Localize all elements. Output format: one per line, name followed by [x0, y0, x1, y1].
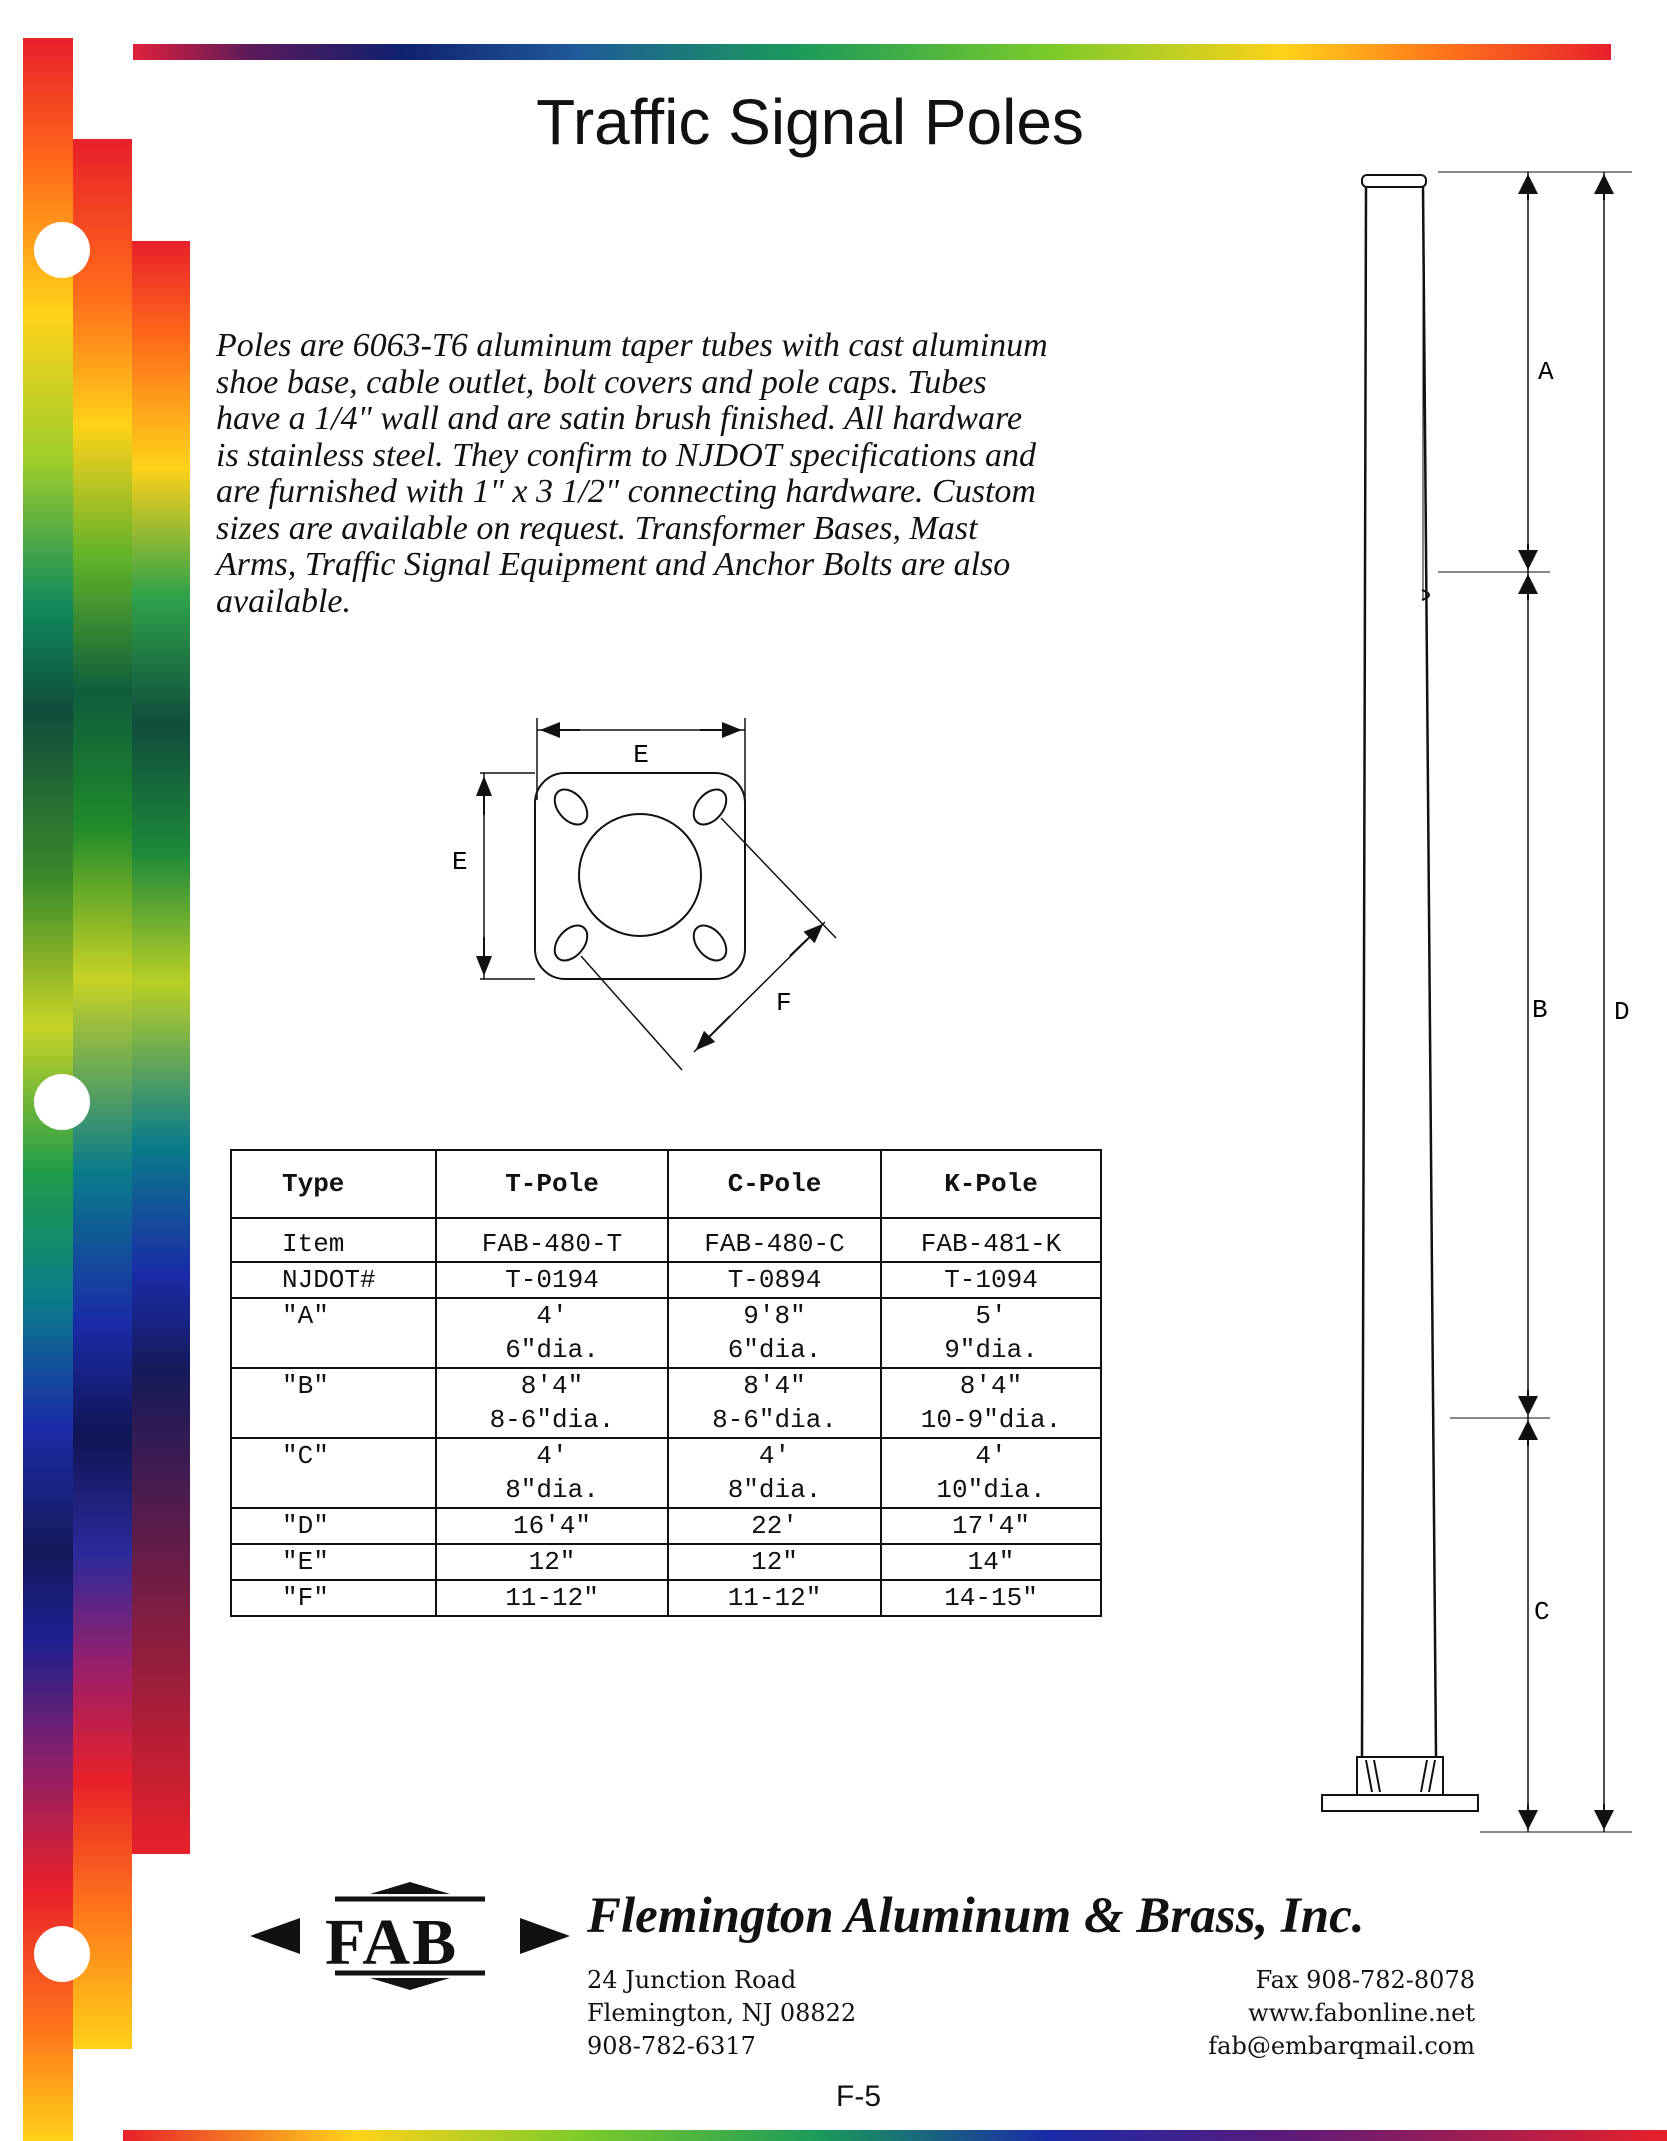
cell-text: 9'8" [743, 1301, 806, 1331]
description-line: sizes are available on request. Transformer Bases, Mast [216, 509, 978, 547]
cell-text: NJDOT# [282, 1265, 376, 1295]
pole-elevation-diagram [1310, 160, 1640, 1850]
logo-right-arrow-icon [520, 1918, 570, 1954]
k-pole-cell [881, 1218, 1101, 1262]
binder-hole-middle [34, 1074, 90, 1130]
row-label-cell [231, 1218, 436, 1262]
c-pole-cell [668, 1580, 881, 1616]
cell-text: 8-6"dia. [489, 1405, 615, 1435]
k-pole-cell [881, 1544, 1101, 1580]
header-t-pole: T-Pole [436, 1150, 668, 1218]
dimension-b-label: B [1532, 995, 1548, 1025]
t-pole-cell [436, 1298, 668, 1368]
cell-text: 8"dia. [505, 1475, 599, 1505]
dimension-c-label: C [1534, 1597, 1550, 1627]
description-line: have a 1/4" wall and are satin brush finished. All hardware [216, 400, 1023, 437]
k-pole-cell [881, 1368, 1101, 1438]
cell-text: 4' [758, 1441, 791, 1471]
logo-left-arrow-icon [250, 1918, 300, 1954]
dimension-e-side-label: E [452, 847, 468, 877]
cell-text: 12" [751, 1547, 798, 1577]
t-pole-cell [436, 1508, 668, 1544]
cell-text: "B" [282, 1371, 329, 1401]
cell-text: "D" [282, 1511, 329, 1541]
cell-text: 14" [967, 1547, 1015, 1577]
cell-text: 4' [536, 1301, 568, 1331]
cell-text: 12" [528, 1547, 576, 1577]
table-row [231, 1218, 1101, 1262]
cell-text: "E" [282, 1547, 329, 1577]
t-pole-cell [436, 1368, 668, 1438]
description-line: shoe base, cable outlet, bolt covers and pole caps. Tubes [216, 363, 987, 401]
phone-number: 908-782-6317 [587, 2032, 756, 2060]
cell-text: 6"dia. [505, 1335, 599, 1365]
c-pole-cell [668, 1218, 881, 1262]
t-pole-cell [436, 1580, 668, 1616]
cell-text: FAB-480-T [481, 1229, 623, 1259]
c-pole-cell [668, 1368, 881, 1438]
cell-text: Item [282, 1229, 345, 1259]
dimension-f-label: F [776, 988, 792, 1018]
table-row [231, 1368, 1101, 1438]
company-contact [1208, 1964, 1475, 2063]
table-row [231, 1262, 1101, 1298]
c-pole-cell [668, 1508, 881, 1544]
t-pole-cell [436, 1544, 668, 1580]
bottom-rainbow-bar [123, 2130, 1667, 2141]
cell-text: 8'4" [959, 1371, 1023, 1401]
cell-text: 8"dia. [727, 1475, 822, 1505]
cell-text [282, 1333, 435, 1367]
c-pole-cell [668, 1262, 881, 1298]
row-label-cell [231, 1544, 436, 1580]
description-line: are furnished with 1" x 3 1/2" connecting hardware. Custom [216, 473, 1036, 510]
description-line: Poles are 6063-T6 aluminum taper tubes with cast aluminum [216, 327, 1048, 364]
page-title: Traffic Signal Poles [536, 86, 1084, 158]
description-line: available. [216, 582, 352, 620]
cell-text: 22' [751, 1511, 798, 1541]
table-row [231, 1298, 1101, 1368]
cell-text [282, 1473, 435, 1507]
c-pole-cell [668, 1544, 881, 1580]
base-plate-diagram [440, 700, 860, 1080]
cell-text: 8'4" [520, 1371, 584, 1401]
cell-text: 9"dia. [944, 1335, 1038, 1365]
left-rainbow-stripe-3 [132, 241, 190, 1854]
cell-text: "A" [282, 1301, 329, 1331]
c-pole-cell [668, 1438, 881, 1508]
description-line: is stainless steel. They confirm to NJDOT specifications and [216, 436, 1037, 474]
cell-text: 10"dia. [936, 1475, 1046, 1505]
address-line: Flemington, NJ 08822 [587, 1999, 857, 2027]
logo-text: FAB [325, 1906, 459, 1979]
binder-hole-bottom [34, 1926, 90, 1982]
k-pole-cell [881, 1508, 1101, 1544]
company-name: Flemington Aluminum & Brass, Inc. [587, 1888, 1365, 1944]
description-line: Arms, Traffic Signal Equipment and Anchor Bolts are also [216, 546, 1011, 583]
website-link[interactable]: www.fabonline.net [1248, 1999, 1475, 2027]
dimension-a-label: A [1538, 357, 1554, 387]
table-header-row [231, 1150, 1101, 1218]
cell-text [282, 1403, 435, 1437]
product-description [216, 328, 1116, 620]
fax-number: Fax 908-782-8078 [1255, 1966, 1475, 1994]
table-row [231, 1508, 1101, 1544]
cell-text: 14-15" [944, 1583, 1038, 1613]
c-pole-cell [668, 1298, 881, 1368]
cell-text: 10-9"dia. [920, 1405, 1062, 1435]
cell-text: T-0194 [505, 1265, 599, 1295]
k-pole-cell [881, 1580, 1101, 1616]
t-pole-cell [436, 1438, 668, 1508]
dimension-e-top-label: E [633, 740, 649, 770]
cell-text: 8'4" [743, 1371, 806, 1401]
cell-text: "F" [282, 1583, 329, 1613]
dimension-d-label: D [1614, 997, 1630, 1027]
logo-top-triangle-icon [370, 1882, 450, 1894]
t-pole-cell [436, 1262, 668, 1298]
row-label-cell [231, 1368, 436, 1438]
cell-text: 17'4" [951, 1511, 1030, 1541]
t-pole-cell [436, 1218, 668, 1262]
cell-text: 5' [975, 1301, 1007, 1331]
page-number: F-5 [836, 2080, 881, 2113]
binder-hole-top [34, 222, 90, 278]
row-label-cell [231, 1508, 436, 1544]
company-address [587, 1964, 856, 2063]
email-link[interactable]: fab@embarqmail.com [1208, 2032, 1475, 2060]
table-row [231, 1544, 1101, 1580]
cell-text: T-0894 [727, 1265, 822, 1295]
cell-text: 16'4" [512, 1511, 591, 1541]
cell-text: T-1094 [944, 1265, 1038, 1295]
table-row [231, 1438, 1101, 1508]
cell-text: 6"dia. [727, 1335, 822, 1365]
row-label-cell [231, 1298, 436, 1368]
cell-text: 4' [536, 1441, 568, 1471]
address-line: 24 Junction Road [587, 1966, 797, 1994]
cell-text: 11-12" [727, 1583, 822, 1613]
row-label-cell [231, 1438, 436, 1508]
row-label-cell [231, 1580, 436, 1616]
table-row [231, 1580, 1101, 1616]
header-type: Type [231, 1150, 436, 1218]
cell-text: 4' [975, 1441, 1007, 1471]
k-pole-cell [881, 1438, 1101, 1508]
top-rainbow-bar [133, 44, 1611, 60]
cell-text: FAB-481-K [920, 1229, 1062, 1259]
pole-spec-table [230, 1149, 1102, 1617]
k-pole-cell [881, 1298, 1101, 1368]
cell-text: FAB-480-C [704, 1229, 845, 1259]
cell-text: 11-12" [505, 1583, 599, 1613]
header-k-pole: K-Pole [881, 1150, 1101, 1218]
row-label-cell [231, 1262, 436, 1298]
header-c-pole: C-Pole [668, 1150, 881, 1218]
cell-text: "C" [282, 1441, 329, 1471]
cell-text: 8-6"dia. [712, 1405, 837, 1435]
k-pole-cell [881, 1262, 1101, 1298]
